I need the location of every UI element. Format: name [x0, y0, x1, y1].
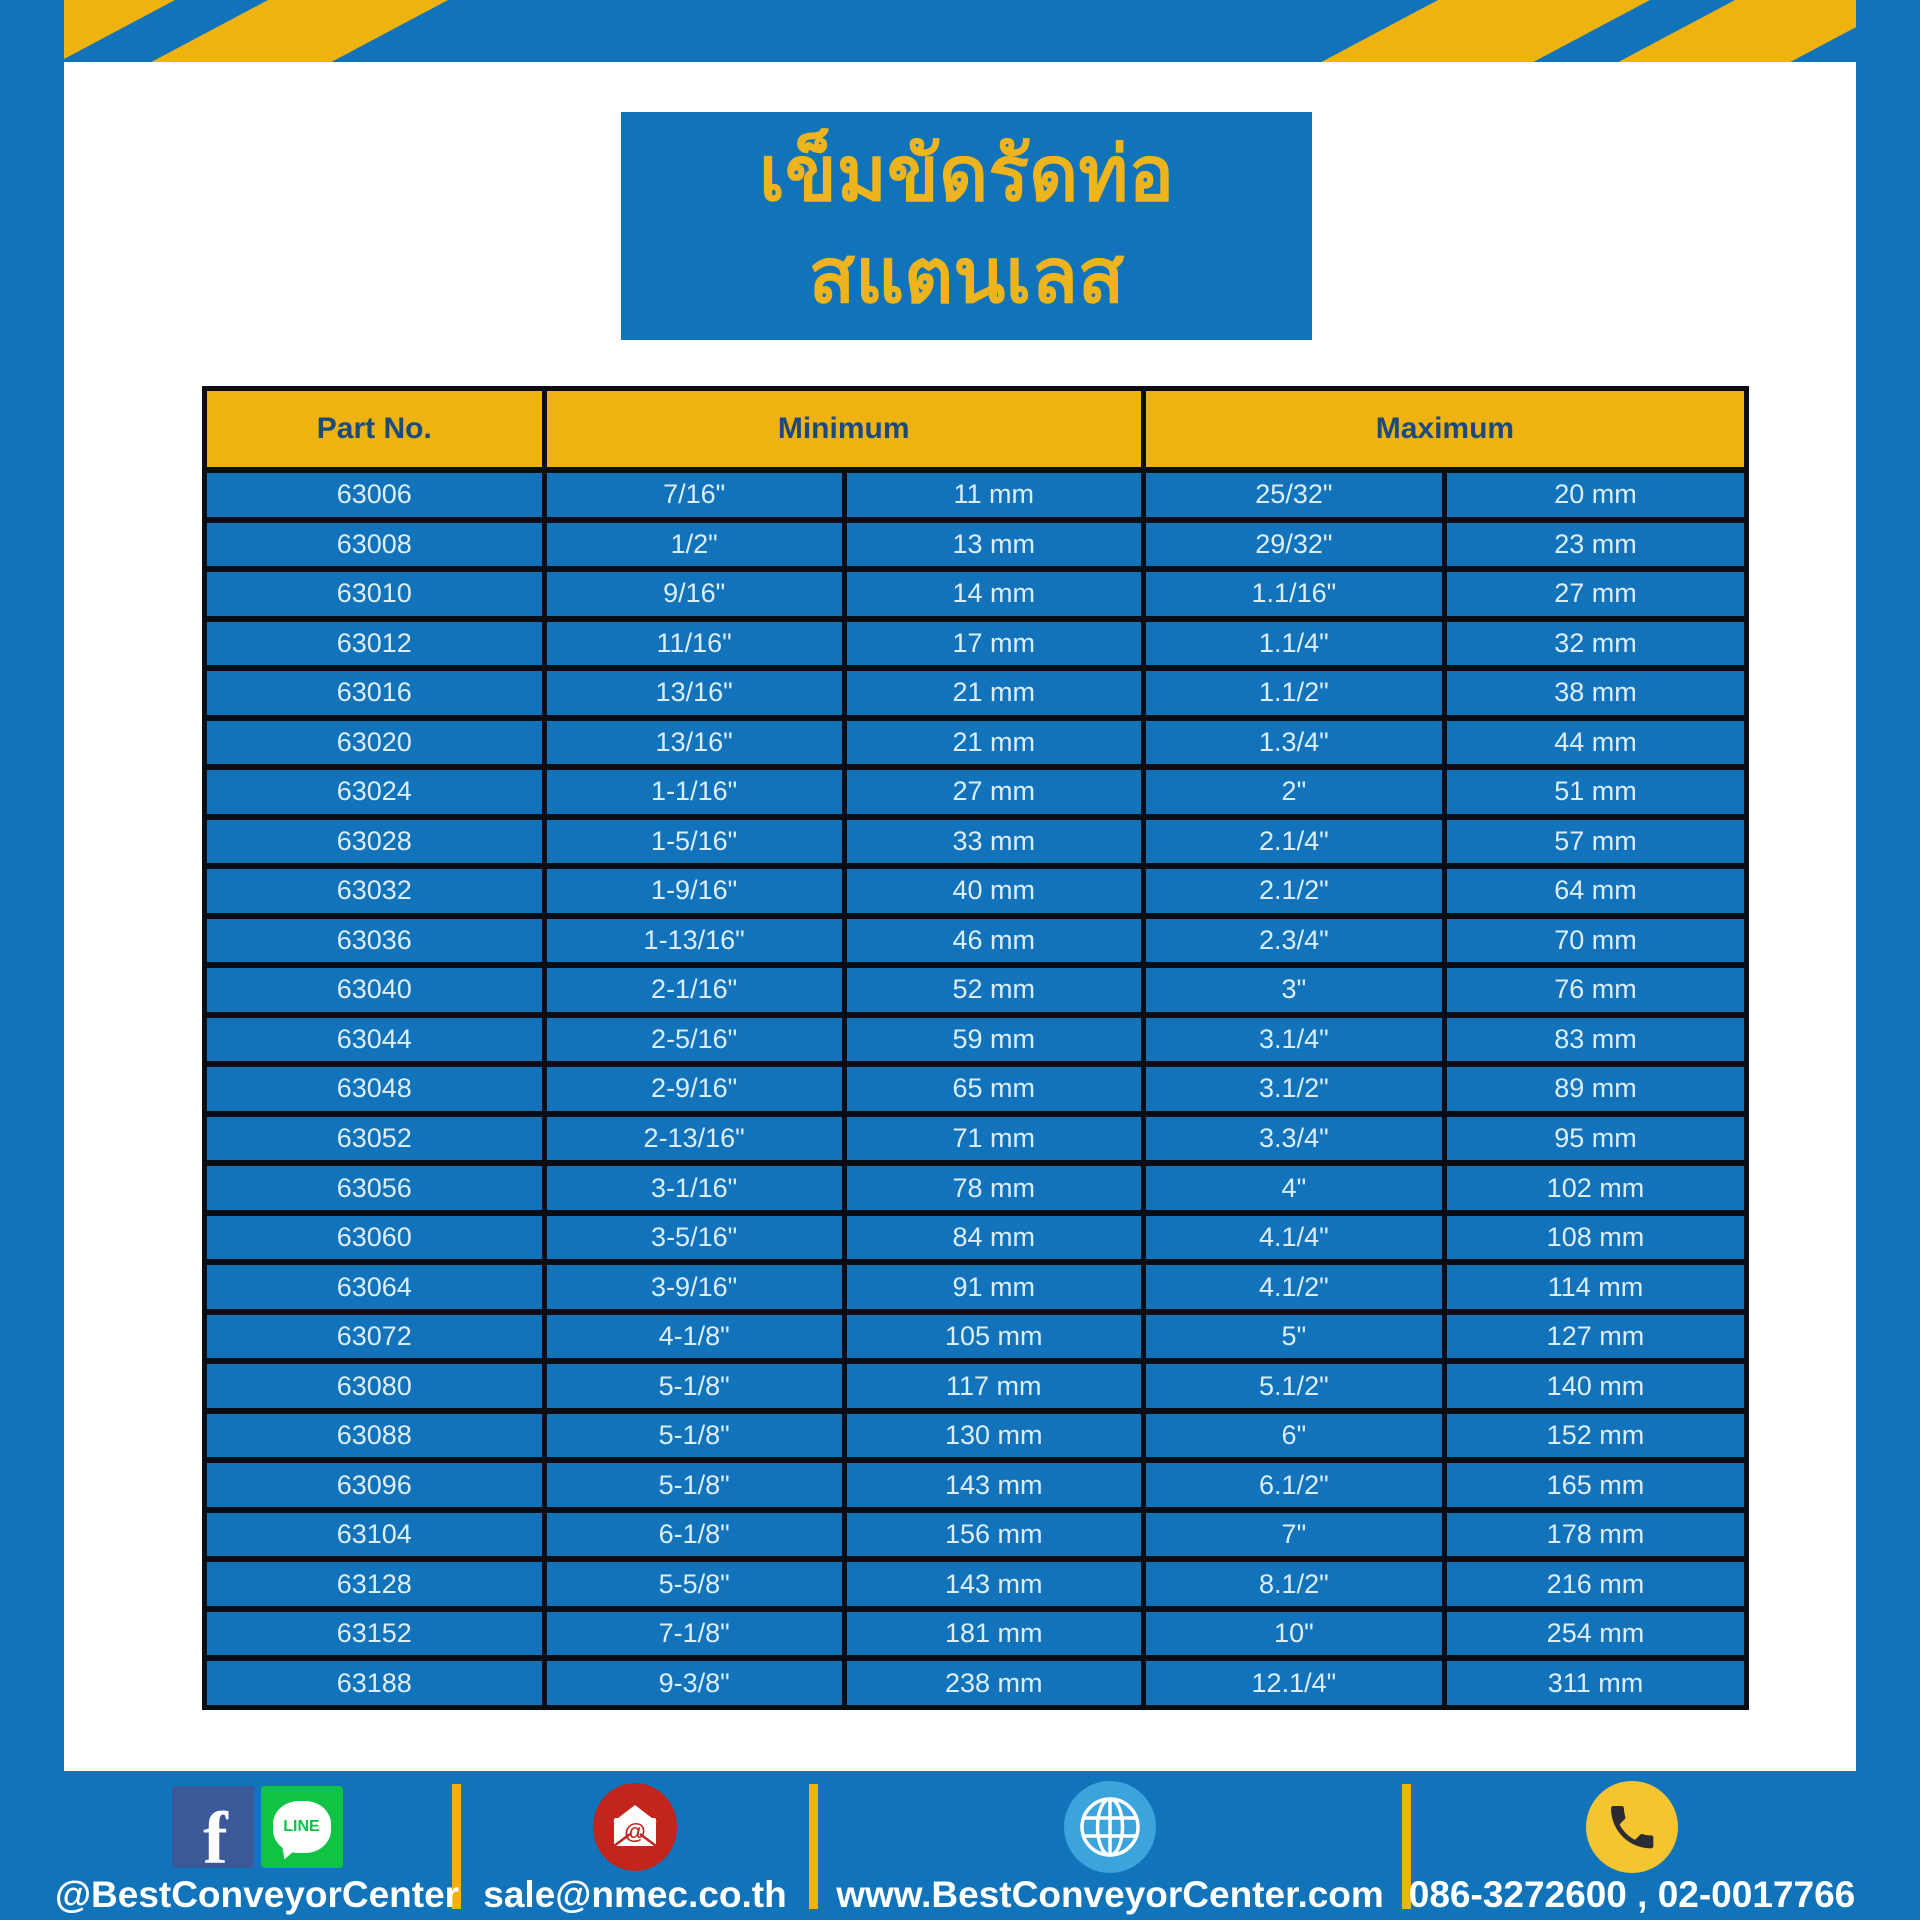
max-mm-cell: 95 mm	[1447, 1117, 1744, 1161]
column-header-minimum: Minimum	[547, 391, 1141, 467]
website-text: www.BestConveyorCenter.com	[836, 1874, 1384, 1915]
min-inch-cell: 3-1/16"	[547, 1166, 842, 1210]
max-inch-cell: 1.3/4"	[1146, 721, 1442, 765]
part-no-cell: 63096	[207, 1463, 542, 1507]
part-no-cell: 63040	[207, 968, 542, 1012]
max-inch-cell: 6"	[1146, 1414, 1442, 1458]
min-inch-cell: 5-1/8"	[547, 1414, 842, 1458]
min-mm-cell: 40 mm	[847, 869, 1141, 913]
max-inch-cell: 4"	[1146, 1166, 1442, 1210]
max-mm-cell: 114 mm	[1447, 1265, 1744, 1309]
min-mm-cell: 143 mm	[847, 1562, 1141, 1606]
min-inch-cell: 2-9/16"	[547, 1067, 842, 1111]
footer-divider	[809, 1784, 818, 1909]
facebook-icon	[172, 1786, 254, 1868]
min-mm-cell: 105 mm	[847, 1315, 1141, 1359]
max-mm-cell: 140 mm	[1447, 1364, 1744, 1408]
min-mm-cell: 156 mm	[847, 1513, 1141, 1557]
footer-website-section	[818, 1771, 1402, 1920]
max-mm-cell: 70 mm	[1447, 919, 1744, 963]
max-mm-cell: 32 mm	[1447, 622, 1744, 666]
max-inch-cell: 5"	[1146, 1315, 1442, 1359]
part-no-cell: 63024	[207, 770, 542, 814]
min-mm-cell: 71 mm	[847, 1117, 1141, 1161]
column-header-maximum: Maximum	[1146, 391, 1744, 467]
part-no-cell: 63072	[207, 1315, 542, 1359]
min-inch-cell: 7/16"	[547, 473, 842, 517]
hazard-stripe	[151, 0, 448, 62]
max-mm-cell: 102 mm	[1447, 1166, 1744, 1210]
min-inch-cell: 2-5/16"	[547, 1018, 842, 1062]
max-inch-cell: 2"	[1146, 770, 1442, 814]
part-no-cell: 63128	[207, 1562, 542, 1606]
min-mm-cell: 84 mm	[847, 1216, 1141, 1260]
min-inch-cell: 13/16"	[547, 721, 842, 765]
spec-table	[202, 386, 1749, 1710]
min-inch-cell: 7-1/8"	[547, 1612, 842, 1656]
max-mm-cell: 20 mm	[1447, 473, 1744, 517]
part-no-cell: 63010	[207, 572, 542, 616]
part-no-cell: 63032	[207, 869, 542, 913]
min-inch-cell: 4-1/8"	[547, 1315, 842, 1359]
facebook-icon-letter: f	[203, 1798, 228, 1868]
min-mm-cell: 181 mm	[847, 1612, 1141, 1656]
part-no-cell: 63080	[207, 1364, 542, 1408]
max-inch-cell: 1.1/2"	[1146, 671, 1442, 715]
max-inch-cell: 2.1/2"	[1146, 869, 1442, 913]
right-frame-border	[1856, 0, 1920, 1920]
part-no-cell: 63064	[207, 1265, 542, 1309]
min-inch-cell: 1-9/16"	[547, 869, 842, 913]
max-mm-cell: 108 mm	[1447, 1216, 1744, 1260]
max-mm-cell: 178 mm	[1447, 1513, 1744, 1557]
max-mm-cell: 165 mm	[1447, 1463, 1744, 1507]
max-mm-cell: 89 mm	[1447, 1067, 1744, 1111]
max-mm-cell: 27 mm	[1447, 572, 1744, 616]
part-no-cell: 63088	[207, 1414, 542, 1458]
min-mm-cell: 11 mm	[847, 473, 1141, 517]
part-no-cell: 63044	[207, 1018, 542, 1062]
max-inch-cell: 1.1/16"	[1146, 572, 1442, 616]
phone-icon	[1585, 1780, 1679, 1874]
max-inch-cell: 29/32"	[1146, 523, 1442, 567]
part-no-cell: 63006	[207, 473, 542, 517]
min-inch-cell: 9/16"	[547, 572, 842, 616]
min-inch-cell: 3-9/16"	[547, 1265, 842, 1309]
min-mm-cell: 130 mm	[847, 1414, 1141, 1458]
max-inch-cell: 10"	[1146, 1612, 1442, 1656]
svg-text:@: @	[624, 1819, 646, 1844]
part-no-cell: 63008	[207, 523, 542, 567]
line-app-icon	[261, 1786, 343, 1868]
max-mm-cell: 152 mm	[1447, 1414, 1744, 1458]
max-inch-cell: 5.1/2"	[1146, 1364, 1442, 1408]
min-inch-cell: 13/16"	[547, 671, 842, 715]
part-no-cell: 63052	[207, 1117, 542, 1161]
min-mm-cell: 27 mm	[847, 770, 1141, 814]
max-inch-cell: 7"	[1146, 1513, 1442, 1557]
part-no-cell: 63036	[207, 919, 542, 963]
max-inch-cell: 3"	[1146, 968, 1442, 1012]
max-mm-cell: 311 mm	[1447, 1661, 1744, 1705]
max-mm-cell: 23 mm	[1447, 523, 1744, 567]
min-mm-cell: 78 mm	[847, 1166, 1141, 1210]
max-inch-cell: 3.1/2"	[1146, 1067, 1442, 1111]
min-mm-cell: 143 mm	[847, 1463, 1141, 1507]
min-inch-cell: 5-5/8"	[547, 1562, 842, 1606]
min-mm-cell: 17 mm	[847, 622, 1141, 666]
max-mm-cell: 83 mm	[1447, 1018, 1744, 1062]
min-mm-cell: 117 mm	[847, 1364, 1141, 1408]
min-inch-cell: 2-1/16"	[547, 968, 842, 1012]
min-mm-cell: 65 mm	[847, 1067, 1141, 1111]
part-no-cell: 63016	[207, 671, 542, 715]
max-inch-cell: 1.1/4"	[1146, 622, 1442, 666]
footer-phone-section	[1408, 1771, 1856, 1920]
max-inch-cell: 2.1/4"	[1146, 820, 1442, 864]
max-inch-cell: 12.1/4"	[1146, 1661, 1442, 1705]
min-inch-cell: 1/2"	[547, 523, 842, 567]
max-inch-cell: 8.1/2"	[1146, 1562, 1442, 1606]
max-inch-cell: 4.1/2"	[1146, 1265, 1442, 1309]
min-inch-cell: 1-5/16"	[547, 820, 842, 864]
footer-email-section	[461, 1771, 809, 1920]
min-inch-cell: 1-13/16"	[547, 919, 842, 963]
min-inch-cell: 2-13/16"	[547, 1117, 842, 1161]
hazard-stripe	[1321, 0, 1650, 62]
max-inch-cell: 25/32"	[1146, 473, 1442, 517]
min-mm-cell: 238 mm	[847, 1661, 1141, 1705]
globe-icon	[1063, 1780, 1157, 1874]
max-mm-cell: 51 mm	[1447, 770, 1744, 814]
part-no-cell: 63028	[207, 820, 542, 864]
part-no-cell: 63056	[207, 1166, 542, 1210]
min-mm-cell: 91 mm	[847, 1265, 1141, 1309]
footer-social-section	[54, 1771, 460, 1920]
part-no-cell: 63012	[207, 622, 542, 666]
min-mm-cell: 52 mm	[847, 968, 1141, 1012]
max-inch-cell: 3.1/4"	[1146, 1018, 1442, 1062]
min-inch-cell: 3-5/16"	[547, 1216, 842, 1260]
min-mm-cell: 59 mm	[847, 1018, 1141, 1062]
max-mm-cell: 44 mm	[1447, 721, 1744, 765]
min-inch-cell: 5-1/8"	[547, 1364, 842, 1408]
part-no-cell: 63104	[207, 1513, 542, 1557]
max-inch-cell: 2.3/4"	[1146, 919, 1442, 963]
part-no-cell: 63060	[207, 1216, 542, 1260]
social-handle-text: @BestConveyorCenter	[54, 1874, 460, 1915]
left-frame-border	[0, 0, 64, 1920]
max-mm-cell: 254 mm	[1447, 1612, 1744, 1656]
min-inch-cell: 1-1/16"	[547, 770, 842, 814]
max-inch-cell: 3.3/4"	[1146, 1117, 1442, 1161]
page-title-line1: เข็มขัดรัดท่อ	[758, 132, 1175, 217]
max-mm-cell: 76 mm	[1447, 968, 1744, 1012]
min-inch-cell: 5-1/8"	[547, 1463, 842, 1507]
min-inch-cell: 6-1/8"	[547, 1513, 842, 1557]
page-title-line2: สแตนเลส	[808, 234, 1125, 319]
part-no-cell: 63020	[207, 721, 542, 765]
min-mm-cell: 33 mm	[847, 820, 1141, 864]
email-text: sale@nmec.co.th	[483, 1874, 787, 1915]
min-inch-cell: 9-3/8"	[547, 1661, 842, 1705]
email-icon	[593, 1783, 677, 1871]
min-mm-cell: 14 mm	[847, 572, 1141, 616]
max-mm-cell: 38 mm	[1447, 671, 1744, 715]
column-header-part-no: Part No.	[207, 391, 542, 467]
line-icon-label: LINE	[283, 1818, 320, 1835]
min-inch-cell: 11/16"	[547, 622, 842, 666]
min-mm-cell: 21 mm	[847, 671, 1141, 715]
max-inch-cell: 6.1/2"	[1146, 1463, 1442, 1507]
min-mm-cell: 13 mm	[847, 523, 1141, 567]
part-no-cell: 63188	[207, 1661, 542, 1705]
phone-numbers-text: 086-3272600 , 02-0017766	[1408, 1874, 1856, 1915]
hazard-stripe-band	[0, 0, 1920, 62]
max-inch-cell: 4.1/4"	[1146, 1216, 1442, 1260]
part-no-cell: 63152	[207, 1612, 542, 1656]
contact-footer	[0, 1771, 1920, 1920]
max-mm-cell: 216 mm	[1447, 1562, 1744, 1606]
part-no-cell: 63048	[207, 1067, 542, 1111]
min-mm-cell: 21 mm	[847, 721, 1141, 765]
title-banner	[621, 112, 1312, 340]
max-mm-cell: 64 mm	[1447, 869, 1744, 913]
max-mm-cell: 57 mm	[1447, 820, 1744, 864]
line-speech-bubble	[273, 1801, 331, 1853]
min-mm-cell: 46 mm	[847, 919, 1141, 963]
max-mm-cell: 127 mm	[1447, 1315, 1744, 1359]
